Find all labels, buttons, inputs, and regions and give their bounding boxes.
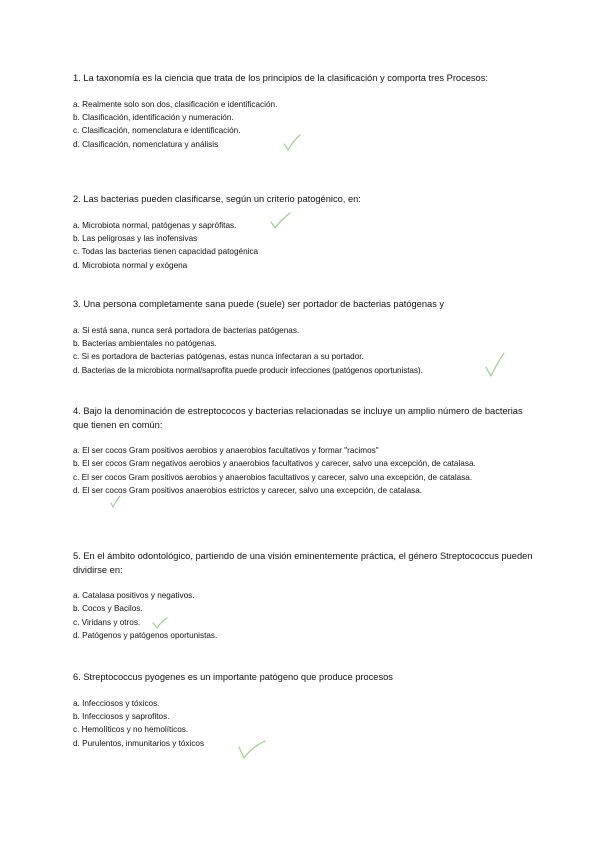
option-c: c. Si es portadora de bacterias patógenas, estas nunca infectaran a su portador. xyxy=(73,352,364,362)
option-b: b. El ser cocos Gram negativos aerobios y anaerobios facultativos y carecer, salvo una excepción, de catalasa. xyxy=(73,459,476,469)
option-list xyxy=(73,589,543,643)
option-c: c. Todas las bacterias tienen capacidad patogénica xyxy=(73,247,259,257)
question-stem: 6. Streptococcus pyogenes es un importante patógeno que produce procesos xyxy=(73,672,393,682)
option-d: d. Clasificación, nomenclatura y análisis xyxy=(73,139,219,149)
checkmark-icon xyxy=(237,737,267,761)
option-a: a. Si está sana, nunca será portadora de bacterias patógenas. xyxy=(73,325,300,335)
question-2 xyxy=(73,193,543,272)
option-b: b. Cocos y Bacilos. xyxy=(73,604,143,614)
option-a: a. El ser cocos Gram positivos aerobios y anaerobios facultativos y formar "racimos" xyxy=(73,446,379,455)
checkmark-icon xyxy=(110,495,122,509)
checkmark-icon xyxy=(270,211,292,231)
option-a: a. Infecciosos y tóxicos. xyxy=(73,698,160,708)
question-stem: 5. En el ámbito odontológico, partiendo de una visión eminentemente práctica, el género Streptococcus pueden dividirse en: xyxy=(73,551,533,575)
option-list xyxy=(73,219,543,273)
option-b: b. Infecciosos y saprofitos. xyxy=(73,711,170,721)
option-c: c. Hemolíticos y no hemolíticos. xyxy=(73,725,189,735)
option-d: d. El ser cocos Gram positivos anaerobios estrictos y carecer, salvo una excepción, de catalasa. xyxy=(73,486,423,496)
option-list xyxy=(73,444,531,498)
question-stem: 2. Las bacterias pueden clasificarse, según un criterio patogénico, en: xyxy=(73,194,361,204)
checkmark-icon xyxy=(484,351,506,379)
option-b: b. Bacterias ambientales no patógenas. xyxy=(73,338,217,348)
option-a: a. Realmente solo son dos, clasificación e identificación. xyxy=(73,99,278,109)
checkmark-icon xyxy=(282,133,302,153)
option-d: d. Purulentos, inmunitarios y tóxicos xyxy=(73,738,205,748)
option-c: c. Viridans y otros. xyxy=(73,617,141,627)
option-c: c. El ser cocos Gram positivos aerobios y anaerobios facultativos y carecer, salvo una excepción, de catalasa. xyxy=(73,472,473,482)
option-a: a. Catalasa positivos y negativos. xyxy=(73,591,195,600)
question-stem: 4. Bajo la denominación de estreptococos y bacterias relacionadas se incluye un amplio número de bacterias que tienen en común: xyxy=(73,406,523,430)
option-d: d. Microbiota normal y exógena xyxy=(73,260,188,270)
option-list xyxy=(73,697,543,751)
option-list xyxy=(73,324,543,378)
option-a: a. Microbiota normal, patógenas y saprófitas. xyxy=(73,220,237,230)
checkmark-icon xyxy=(152,616,168,630)
option-list xyxy=(73,98,543,152)
question-stem: 1. La taxonomía es la ciencia que trata de los principios de la clasificación y comporta tres Procesos: xyxy=(73,73,488,83)
option-b: b. Clasificación, identificación y numeración. xyxy=(73,112,234,122)
question-1 xyxy=(73,72,543,151)
option-d: d. Bacterias de la microbiota normal/saprofita puede producir infecciones (patógenos oportunistas). xyxy=(73,365,423,375)
option-c: c. Clasificación, nomenclatura e identificación. xyxy=(73,126,241,136)
option-b: b. Las peligrosas y las inofensivas xyxy=(73,233,198,243)
question-4 xyxy=(73,405,531,498)
question-5 xyxy=(73,550,543,643)
question-3 xyxy=(73,298,543,377)
option-d: d. Patógenos y patógenos oportunistas. xyxy=(73,631,218,641)
question-6 xyxy=(73,671,543,750)
question-stem: 3. Una persona completamente sana puede (suele) ser portador de bacterias patógenas y xyxy=(73,299,445,309)
